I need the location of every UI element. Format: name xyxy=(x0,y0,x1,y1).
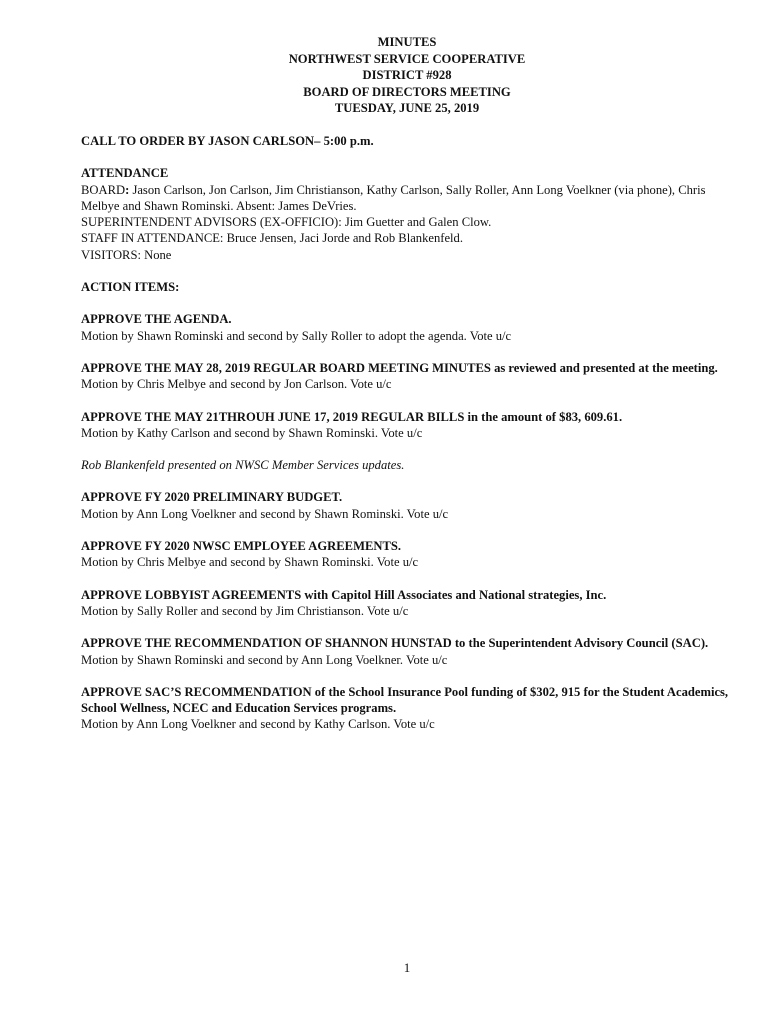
presentation-note: Rob Blankenfeld presented on NWSC Member Services updates. xyxy=(81,458,405,473)
action-item xyxy=(81,635,733,668)
action-item xyxy=(81,360,733,393)
attendance-heading: ATTENDANCE xyxy=(81,166,169,181)
action-item-title: APPROVE SAC’S RECOMMENDATION of the School Insurance Pool funding of $302, 915 for the Student Academics, School Wellness, NCEC and Education Services programs. xyxy=(81,684,729,716)
action-item-title: APPROVE THE MAY 28, 2019 REGULAR BOARD MEETING MINUTES as reviewed and presented at the meeting. xyxy=(81,360,718,375)
action-item-motion: Motion by Ann Long Voelkner and second by Shawn Rominski. Vote u/c xyxy=(81,506,449,521)
page-number: 1 xyxy=(403,960,411,975)
minutes-body xyxy=(81,133,733,749)
action-item-motion: Motion by Shawn Rominski and second by Ann Long Voelkner. Vote u/c xyxy=(81,652,448,667)
action-item-motion: Motion by Sally Roller and second by Jim Christianson. Vote u/c xyxy=(81,603,409,618)
header-meeting-type: BOARD OF DIRECTORS MEETING xyxy=(303,84,511,99)
action-item-motion: Motion by Ann Long Voelkner and second by Kathy Carlson. Vote u/c xyxy=(81,717,435,732)
board-colon: : xyxy=(125,182,130,197)
action-item-motion: Motion by Chris Melbye and second by Jon Carlson. Vote u/c xyxy=(81,377,392,392)
action-item-title: APPROVE FY 2020 PRELIMINARY BUDGET. xyxy=(81,490,343,505)
staff-attendance: STAFF IN ATTENDANCE: Bruce Jensen, Jaci Jorde and Rob Blankenfeld. xyxy=(81,231,463,246)
action-item xyxy=(81,684,733,733)
action-item-title: APPROVE FY 2020 NWSC EMPLOYEE AGREEMENTS. xyxy=(81,539,401,554)
action-items-heading: ACTION ITEMS: xyxy=(81,280,180,295)
attendance-section xyxy=(81,165,733,263)
header-district: DISTRICT #928 xyxy=(362,68,452,82)
header-organization: NORTHWEST SERVICE COOPERATIVE xyxy=(288,51,526,66)
action-item xyxy=(81,489,733,522)
board-members: Jason Carlson, Jon Carlson, Jim Christianson, Kathy Carlson, Sally Roller, Ann Long Voelkner (via phone), Chris Melbye and Shawn Rominski. Absent: James DeVries. xyxy=(81,182,706,213)
superintendent-advisors: SUPERINTENDENT ADVISORS (EX-OFFICIO): Jim Guetter and Galen Clow. xyxy=(81,215,492,230)
call-to-order: CALL TO ORDER BY JASON CARLSON– 5:00 p.m. xyxy=(81,134,374,148)
action-item xyxy=(81,311,733,344)
action-item-title: APPROVE THE MAY 21THROUH JUNE 17, 2019 REGULAR BILLS in the amount of $83, 609.61. xyxy=(81,409,623,424)
header-date: TUESDAY, JUNE 25, 2019 xyxy=(334,101,480,115)
action-item xyxy=(81,587,733,620)
document-header xyxy=(0,34,770,117)
action-item-title: APPROVE THE AGENDA. xyxy=(81,312,232,327)
action-item-motion: Motion by Kathy Carlson and second by Shawn Rominski. Vote u/c xyxy=(81,425,423,440)
action-item xyxy=(81,409,733,442)
visitors: VISITORS: None xyxy=(81,247,172,262)
action-item-motion: Motion by Chris Melbye and second by Shawn Rominski. Vote u/c xyxy=(81,555,419,570)
board-attendance xyxy=(81,182,733,215)
action-item-title: APPROVE LOBBYIST AGREEMENTS with Capitol Hill Associates and National strategies, Inc. xyxy=(81,587,607,602)
action-item-motion: Motion by Shawn Rominski and second by Sally Roller to adopt the agenda. Vote u/c xyxy=(81,328,512,343)
board-label: BOARD xyxy=(81,182,126,197)
action-item-title: APPROVE THE RECOMMENDATION OF SHANNON HUNSTAD to the Superintendent Advisory Council (SAC). xyxy=(81,636,709,651)
header-title: MINUTES xyxy=(377,35,437,49)
action-item xyxy=(81,538,733,571)
